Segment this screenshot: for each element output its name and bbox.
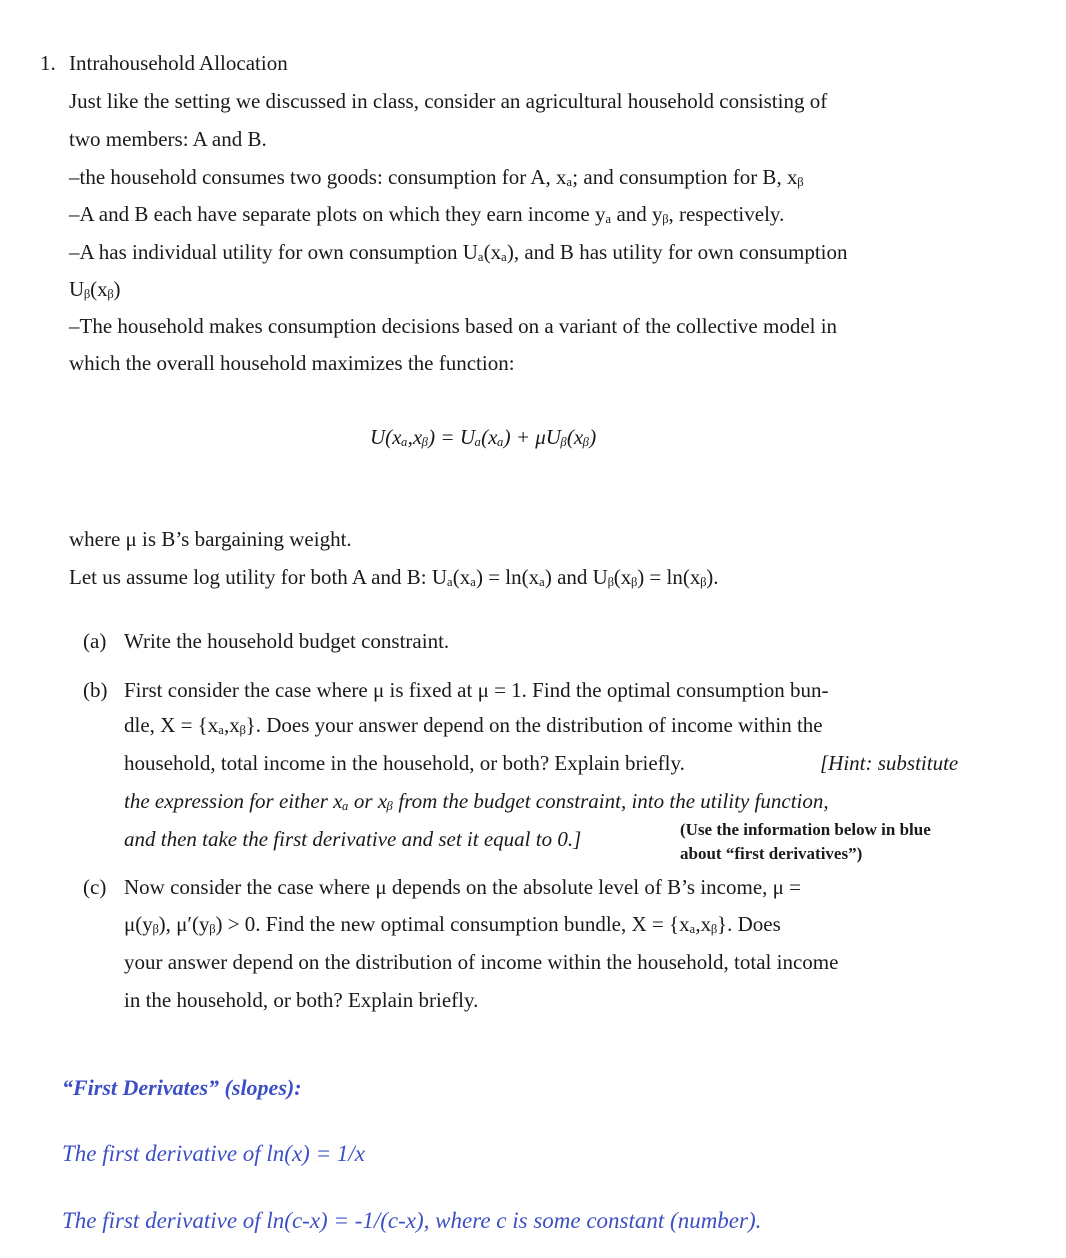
intro-line-1: Just like the setting we discussed in class, consider an agricultural household consisting of — [69, 89, 828, 113]
part-a-label: (a) — [83, 629, 107, 653]
bullet-utility: –A has individual utility for own consumption Uₐ(xₐ), and B has utility for own consumption — [69, 240, 848, 264]
part-a-text: Write the household budget constraint. — [124, 629, 450, 653]
bullet-model: –The household makes consumption decisions based on a variant of the collective model in — [69, 314, 838, 338]
blue-info-note-line-1: (Use the information below in blue — [680, 820, 931, 839]
intro-line-2: two members: A and B. — [69, 127, 267, 151]
bullet-utility-cont: Uᵦ(xᵦ) — [69, 277, 121, 301]
part-b-hint-lead: [Hint: substitute — [820, 751, 959, 775]
part-b-label: (b) — [83, 678, 108, 702]
part-c-line-3: your answer depend on the distribution of income within the household, total income — [124, 950, 839, 974]
bullet-plots: –A and B each have separate plots on which they earn income yₐ and yᵦ, respectively. — [69, 202, 785, 226]
question-number: 1. — [40, 51, 56, 75]
derivative-ln-x: The first derivative of ln(x) = 1/x — [62, 1141, 365, 1166]
part-c-line-1: Now consider the case where μ depends on the absolute level of B’s income, μ = — [124, 875, 802, 899]
bullet-model-cont: which the overall household maximizes the function: — [69, 351, 515, 375]
part-b-line-2: dle, X = {xₐ,xᵦ}. Does your answer depend on the distribution of income within the — [124, 713, 823, 737]
household-utility-equation: U(xₐ,xᵦ) = Uₐ(xₐ) + μUᵦ(xᵦ) — [370, 425, 597, 449]
log-utility-text: Let us assume log utility for both A and B: Uₐ(xₐ) = ln(xₐ) and Uᵦ(xᵦ) = ln(xᵦ). — [69, 565, 719, 589]
derivative-ln-c-minus-x: The first derivative of ln(c-x) = -1/(c-x), where c is some constant (number). — [62, 1208, 762, 1233]
part-b-hint-line-2: and then take the first derivative and set it equal to 0.] — [124, 827, 582, 851]
blue-info-note-line-2: about “first derivatives”) — [680, 844, 863, 863]
part-b-line-1: First consider the case where μ is fixed at μ = 1. Find the optimal consumption bun- — [124, 678, 829, 702]
part-c-line-4: in the household, or both? Explain briefly. — [124, 988, 479, 1012]
part-c-label: (c) — [83, 875, 107, 899]
question-title: Intrahousehold Allocation — [69, 51, 288, 75]
bullet-goods: –the household consumes two goods: consumption for A, xₐ; and consumption for B, xᵦ — [69, 165, 804, 189]
bargaining-weight-text: where μ is B’s bargaining weight. — [69, 527, 352, 551]
part-c-line-2: μ(yᵦ), μ′(yᵦ) > 0. Find the new optimal consumption bundle, X = {xₐ,xᵦ}. Does — [124, 912, 781, 936]
part-b-hint-line-1: the expression for either xₐ or xᵦ from the budget constraint, into the utility function, — [124, 789, 829, 813]
first-derivates-heading: “First Derivates” (slopes): — [62, 1075, 302, 1100]
part-b-line-3: household, total income in the household, or both? Explain briefly. — [124, 751, 685, 775]
